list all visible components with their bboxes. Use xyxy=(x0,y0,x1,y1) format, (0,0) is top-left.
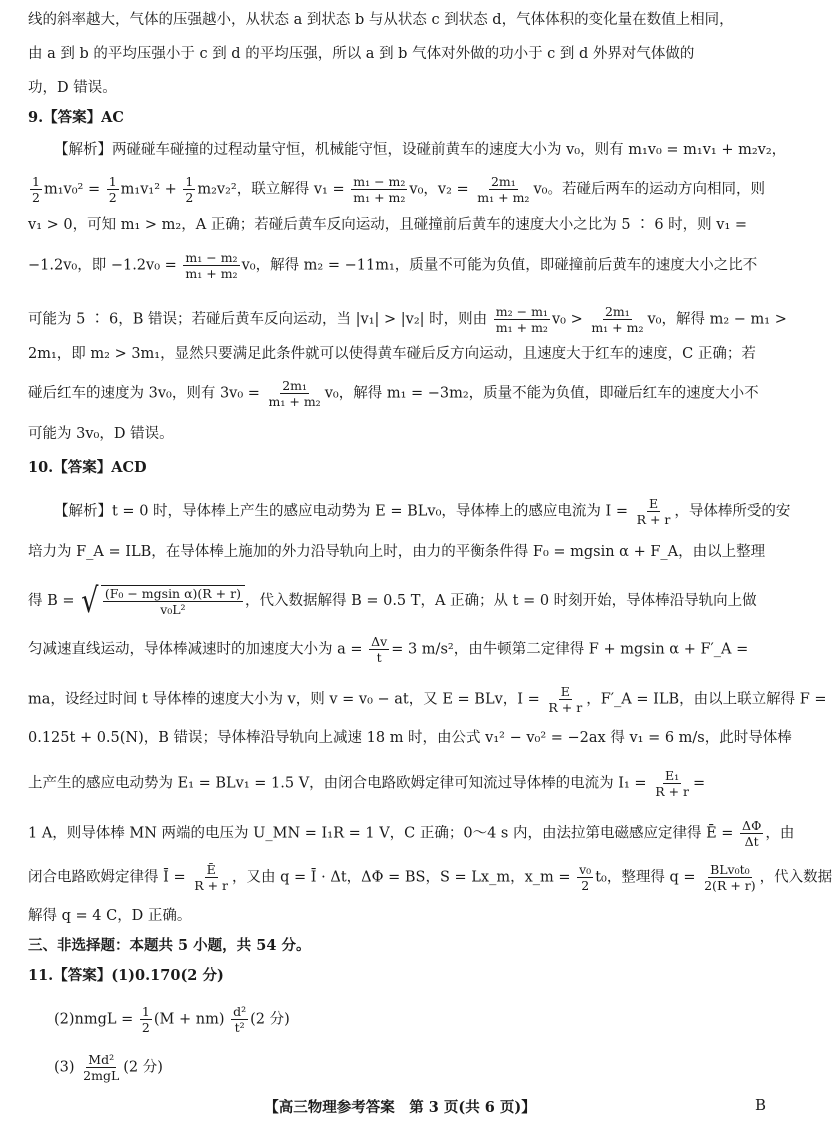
text-line: 【解析】两碰碰车碰撞的过程动量守恒，机械能守恒，设碰前黄车的速度大小为 v₀，则有 m₁v₀ = m₁v₁ + m₂v₂， xyxy=(54,142,787,158)
text-line: 解得 q = 4 C，D 正确。 xyxy=(28,908,192,924)
fraction: $\frac{\Delta\Phi}{\Delta t}$ xyxy=(742,818,762,849)
fraction: $\frac{\text{2m₁}}{\text{m₁ + m₂}}$ xyxy=(591,304,644,335)
fraction: $\frac{\text{m₂ − m₁}}{\text{m₁ + m₂}}$ xyxy=(495,304,548,335)
fraction: $\frac{Ē}{R + r}$ xyxy=(194,862,229,893)
fraction: $\frac{\text{m₁ − m₂}}{\text{m₁ + m₂}}$ xyxy=(353,174,406,205)
fraction: $\frac{\text{2m₁}}{\text{m₁ + m₂}}$ xyxy=(477,174,530,205)
square-root: √ $\frac{\text{(F₀ − mgsin α)(R + r)}}{\text{v₀L²}}$ xyxy=(79,584,245,618)
formula-line: 匀减速直线运动，导体棒减速时的加速度大小为 a = $\frac{\Delta v}{t}$ = 3 m/s²，由牛顿第二定律得 F + mgsin α + F′_A = xyxy=(28,634,749,665)
formula-line: −1.2v₀，即 −1.2v₀ = $\frac{\text{m₁ − m₂}}{\text{m₁ + m₂}}$ v₀，解得 m₂ = −11m₁，质量不可能为负值，即碰撞前后黄车的速度大小之比不 xyxy=(28,250,758,281)
section-heading: 三、非选择题：本题共 5 小题，共 54 分。 xyxy=(28,937,311,954)
formula-line: (3) $\frac{\text{Md²}}{\text{2mgL}}$ (2 分) xyxy=(54,1052,163,1083)
fraction: $\frac{1}{2}$ xyxy=(141,1004,150,1035)
fraction: $\frac{1}{2}$ xyxy=(185,174,194,205)
text-line: v₁ > 0，可知 m₁ > m₂，A 正确；若碰后黄车反向运动，且碰撞前后黄车的速度大小之比为 5 ∶ 6 时，则 v₁ = xyxy=(28,217,748,233)
text-line: 可能为 3v₀，D 错误。 xyxy=(28,426,174,442)
q10-answer: 10.【答案】ACD xyxy=(28,459,147,476)
q9-answer: 9.【答案】AC xyxy=(28,109,124,126)
formula-line: 【解析】t = 0 时，导体棒上产生的感应电动势为 E = BLv₀，导体棒上的感应电流为 I = $\frac{E}{R + r}$ ，导体棒所受的安 xyxy=(54,496,791,527)
version-mark: B xyxy=(754,1096,766,1114)
formula-line: (2)nmgL = $\frac{1}{2}$ (M + nm) $\frac{\text{d²}}{\text{t²}}$ (2 分) xyxy=(54,1004,290,1035)
fraction: $\frac{\text{BLv₀t₀}}{2(R + r)}$ xyxy=(704,862,756,893)
fraction: $\frac{\text{Md²}}{\text{2mgL}}$ xyxy=(83,1052,120,1083)
fraction: $\frac{\text{m₁ − m₂}}{\text{m₁ + m₂}}$ xyxy=(185,250,238,281)
fraction: $\frac{\text{E₁}}{R + r}$ xyxy=(655,768,689,799)
formula-line: 得 B = √ $\frac{\text{(F₀ − mgsin α)(R + r)}}{\text{v₀L²}}$ ，代入数据解得 B = 0.5 T，A 正确；从 t = 0 时刻开始，导体棒沿导轨向上做 xyxy=(28,581,757,621)
formula-line: $\frac{1}{2}$ m₁v₀² = $\frac{1}{2}$ m₁v₁² + $\frac{1}{2}$ m₂v₂²，联立解得 v₁ = $\frac{\text{m₁ − m₂}}{\text{m₁ + m₂}}$ v₀，v₂ = $\frac{\text{2m₁}}{\text{m₁ + m₂}}$ v₀。若碰后两车的运动方向相同，则 xyxy=(32,174,765,205)
fraction: $\frac{\text{(F₀ − mgsin α)(R + r)}}{\text{v₀L²}}$ xyxy=(104,586,241,617)
text-line: 由 a 到 b 的平均压强小于 c 到 d 的平均压强，所以 a 到 b 气体对外做的功小于 c 到 d 外界对气体做的 xyxy=(28,46,695,62)
fraction: $\frac{\text{2m₁}}{\text{m₁ + m₂}}$ xyxy=(268,378,321,409)
fraction: $\frac{\text{v₀}}{2}$ xyxy=(579,862,592,893)
fraction: $\frac{1}{2}$ xyxy=(32,174,40,205)
text-line: 线的斜率越大，气体的压强越小，从状态 a 到状态 b 与从状态 c 到状态 d，气体体积的变化量在数值上相同， xyxy=(28,12,734,28)
text-line: 2m₁，即 m₂ > 3m₁，显然只要满足此条件就可以使得黄车碰后反方向运动，且速度大于红车的速度，C 正确；若 xyxy=(28,346,756,362)
fraction: $\frac{\text{d²}}{\text{t²}}$ xyxy=(233,1004,247,1035)
text-line: 功，D 错误。 xyxy=(28,80,117,96)
q11-answer: 11.【答案】(1)0.170(2 分) xyxy=(28,967,224,984)
formula-line: 1 A，则导体棒 MN 两端的电压为 U_MN = I₁R = 1 V，C 正确；0～4 s 内，由法拉第电磁感应定律得 Ē = $\frac{\Delta\Phi}{\Delta t}$ ，由 xyxy=(28,818,795,849)
formula-line: 可能为 5 ∶ 6，B 错误；若碰后黄车反向运动，当 |v₁| > |v₂| 时，则由 $\frac{\text{m₂ − m₁}}{\text{m₁ + m₂}}$ v₀ > $\frac{\text{2m₁}}{\text{m₁ + m₂}}$ v₀，解得 m₂ − m₁ > xyxy=(28,304,787,335)
text-line: 培力为 F_A = ILB，在导体棒上施加的外力沿导轨向上时，由力的平衡条件得 F₀ = mgsin α + F_A，由以上整理 xyxy=(28,544,766,560)
fraction: $\frac{\Delta v}{t}$ xyxy=(371,634,388,665)
fraction: $\frac{E}{R + r}$ xyxy=(636,496,671,527)
formula-line: 碰后红车的速度为 3v₀，则有 3v₀ = $\frac{\text{2m₁}}{\text{m₁ + m₂}}$ v₀，解得 m₁ = −3m₂，质量不能为负值，即碰后红车的速度大小不 xyxy=(28,378,759,409)
formula-line: ma，设经过时间 t 导体棒的速度大小为 v，则 v = v₀ − at，又 E = BLv，I = $\frac{E}{R + r}$ ，F′_A = ILB，由以上联立解得 F = xyxy=(28,684,827,715)
text-line: 0.125t + 0.5(N)，B 错误；导体棒沿导轨向上减速 18 m 时，由公式 v₁² − v₀² = −2ax 得 v₁ = 6 m/s，此时导体棒 xyxy=(28,730,792,746)
fraction: $\frac{1}{2}$ xyxy=(108,174,117,205)
page-footer: 【高三物理参考答案 第 3 页(共 6 页)】 xyxy=(264,1099,536,1116)
formula-line: 闭合电路欧姆定律得 Ī = $\frac{Ē}{R + r}$ ，又由 q = Ī · Δt，ΔΦ = BS，S = Lx_m，x_m = $\frac{\text{v₀}}{2}$ t₀，整理得 q = $\frac{\text{BLv₀t₀}}{2(R + r)}$ ，代入数据 xyxy=(28,862,832,893)
fraction: $\frac{E}{R + r}$ xyxy=(548,684,583,715)
formula-line: 上产生的感应电动势为 E₁ = BLv₁ = 1.5 V，由闭合电路欧姆定律可知流过导体棒的电流为 I₁ = $\frac{\text{E₁}}{R + r}$ = xyxy=(28,768,706,799)
